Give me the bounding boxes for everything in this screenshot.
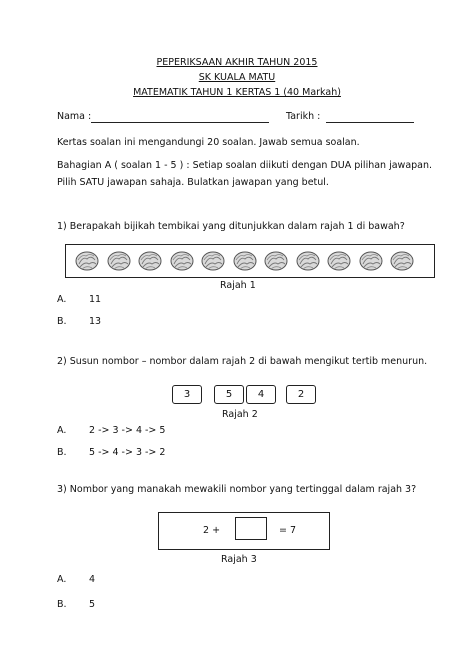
rajah-1-box [65, 244, 435, 278]
instruction-line-3: Pilih SATU jawapan sahaja. Bulatkan jawapan yang betul. [57, 177, 329, 188]
rajah-1-caption: Rajah 1 [220, 280, 256, 291]
watermelon-seed-icon [390, 251, 414, 271]
q1-option-b-text[interactable]: 13 [89, 316, 102, 327]
rajah-3-caption: Rajah 3 [221, 554, 257, 565]
equation-right: = 7 [279, 525, 297, 536]
watermelon-seed-icon [327, 251, 351, 271]
question-3-text: 3) Nombor yang manakah mewakili nombor yang tertinggal dalam rajah 3? [57, 484, 417, 495]
watermelon-seed-icon [201, 251, 225, 271]
q2-option-a-letter: A. [57, 425, 67, 436]
q2-option-b-letter: B. [57, 447, 67, 458]
q3-option-a-letter: A. [57, 574, 67, 585]
subject-title: MATEMATIK TAHUN 1 KERTAS 1 (40 Markah) [133, 87, 341, 98]
question-1-text: 1) Berapakah bijikah tembikai yang ditunjukkan dalam rajah 1 di bawah? [57, 221, 405, 232]
watermelon-seed-icon [75, 251, 99, 271]
q1-option-a-text[interactable]: 11 [89, 294, 102, 305]
watermelon-seed-icon [107, 251, 131, 271]
watermelon-seed-icon [359, 251, 383, 271]
exam-title: PEPERIKSAAN AKHIR TAHUN 2015 [156, 57, 318, 68]
watermelon-seed-icon [170, 251, 194, 271]
rajah-2-number-box: 3 [172, 385, 202, 404]
rajah-2-number-box: 4 [246, 385, 276, 404]
q2-option-a-text[interactable]: 2 -> 3 -> 4 -> 5 [89, 425, 166, 436]
instruction-line-2: Bahagian A ( soalan 1 - 5 ) : Setiap soalan diikuti dengan DUA pilihan jawapan. [57, 160, 433, 171]
missing-number-box [235, 517, 267, 540]
rajah-2-number-box: 2 [286, 385, 316, 404]
q3-option-a-text[interactable]: 4 [89, 574, 96, 585]
rajah-2-caption: Rajah 2 [222, 409, 258, 420]
name-line [91, 122, 269, 123]
date-line [326, 122, 414, 123]
q3-option-b-letter: B. [57, 599, 67, 610]
question-2-text: 2) Susun nombor – nombor dalam rajah 2 di bawah mengikut tertib menurun. [57, 356, 428, 367]
date-label: Tarikh : [286, 111, 321, 122]
instruction-line-1: Kertas soalan ini mengandungi 20 soalan. Jawab semua soalan. [57, 137, 360, 148]
q1-option-b-letter: B. [57, 316, 67, 327]
school-name: SK KUALA MATU [198, 72, 276, 83]
q1-option-a-letter: A. [57, 294, 67, 305]
equation-left: 2 + [203, 525, 221, 536]
rajah-2-number-box: 5 [214, 385, 244, 404]
watermelon-seed-icon [296, 251, 320, 271]
watermelon-seed-icon [264, 251, 288, 271]
name-label: Nama : [57, 111, 92, 122]
watermelon-seed-icon [233, 251, 257, 271]
q3-option-b-text[interactable]: 5 [89, 599, 96, 610]
q2-option-b-text[interactable]: 5 -> 4 -> 3 -> 2 [89, 447, 166, 458]
watermelon-seed-icon [138, 251, 162, 271]
